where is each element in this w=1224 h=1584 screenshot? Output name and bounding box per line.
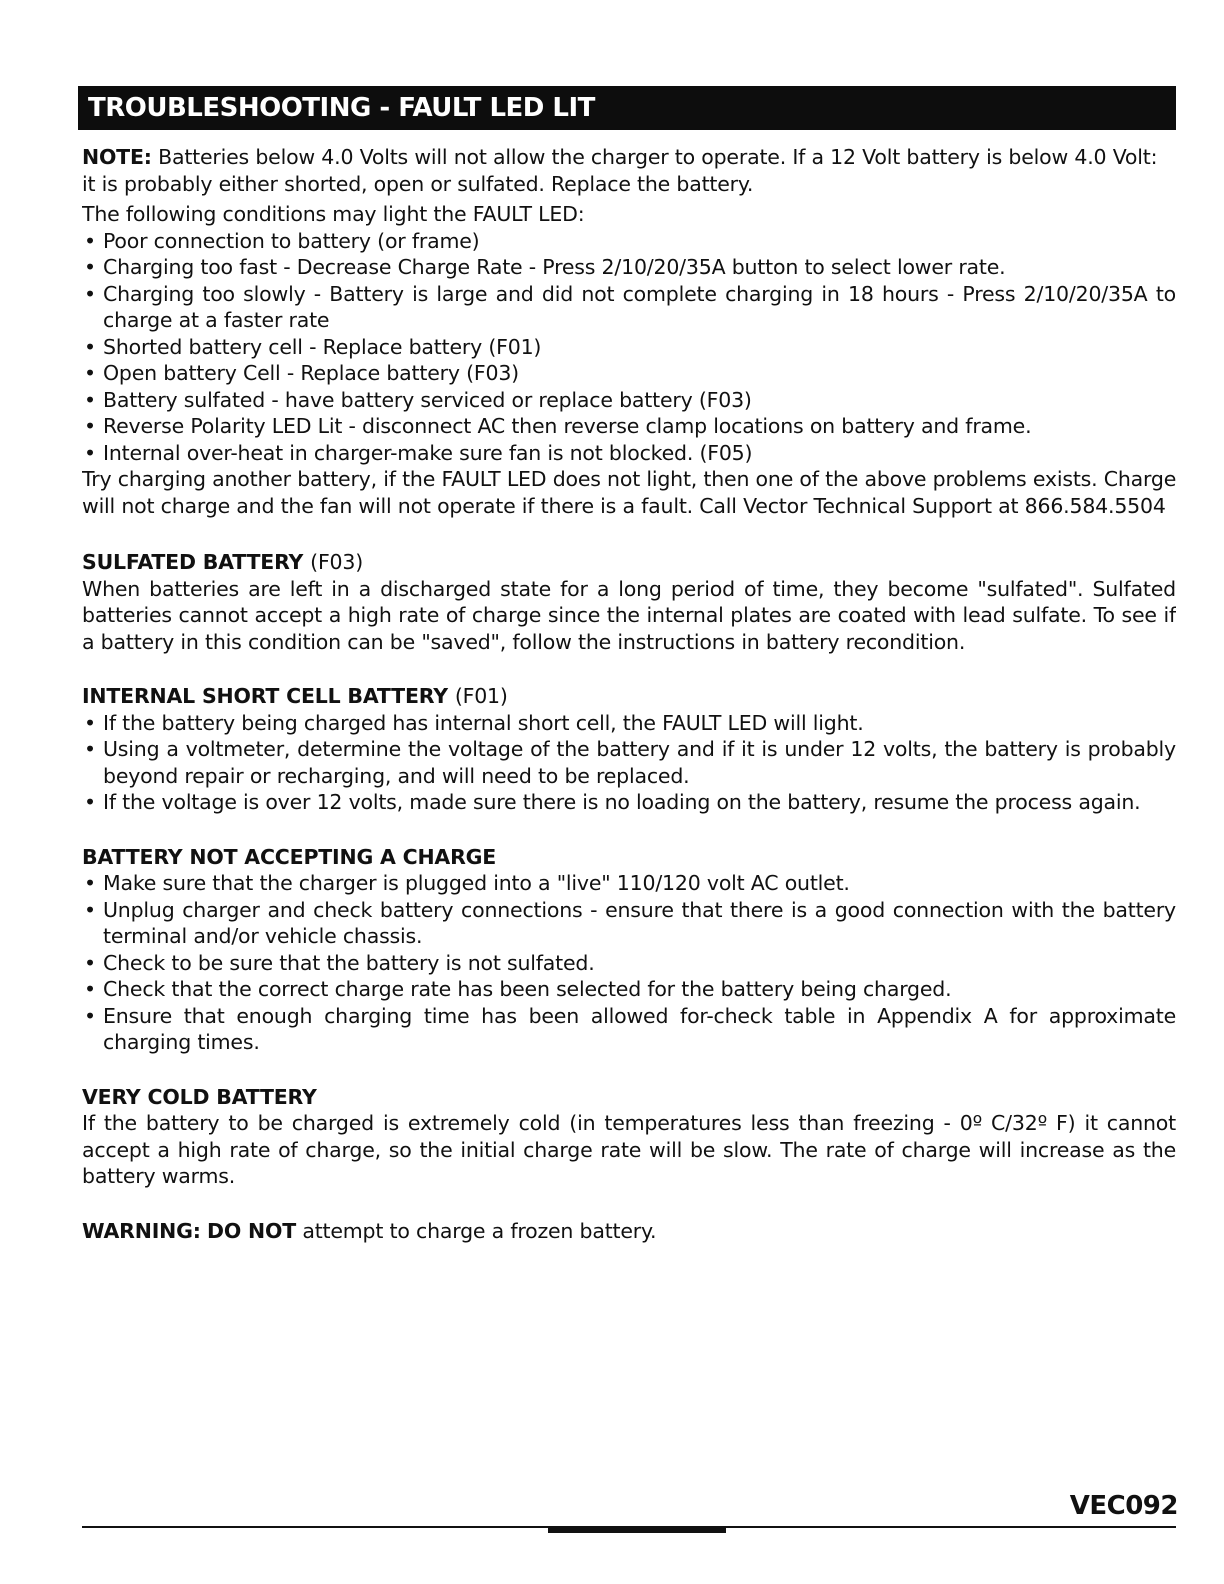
not-accepting-list [82,870,1176,1056]
cold-body: If the battery to be charged is extremely cold (in temperatures less than freezing - 0º C/32º F) it cannot accept a high rate of charge, so the initial charge rate will be slow. The rate of charge will increase as the battery warms. [82,1111,1176,1188]
list-item: • If the voltage is over 12 volts, made sure there is no loading on the battery, resume the process again. [82,789,1176,816]
list-item: • Charging too slowly - Battery is large and did not complete charging in 18 hours - Press 2/10/20/35A to charge at a faster rate [82,281,1176,334]
not-accepting-section [82,844,1176,1056]
note-text-1: Batteries below 4.0 Volts will not allow the charger to operate. If a 12 Volt battery is below 4.0 Volt: [158,145,1158,169]
page-content [82,144,1176,1284]
list-item: • Reverse Polarity LED Lit - disconnect AC then reverse clamp locations on battery and frame. [82,413,1176,440]
closing-line-2: will not charge and the fan will not operate if there is a fault. Call Vector Technical Support at 866.584.5504 [82,493,1166,518]
list-item: • Internal over-heat in charger-make sure fan is not blocked. (F05) [82,440,1176,467]
warning-section [82,1218,1176,1245]
fault-conditions-list [82,228,1176,467]
list-item: • Open battery Cell - Replace battery (F03) [82,360,1176,387]
sulfated-heading: SULFATED BATTERY [82,550,304,574]
list-item: • If the battery being charged has internal short cell, the FAULT LED will light. [82,710,1176,737]
cold-heading: VERY COLD BATTERY [82,1084,317,1109]
list-item: • Using a voltmeter, determine the voltage of the battery and if it is under 12 volts, the battery is probably beyond repair or recharging, and will need to be replaced. [82,736,1176,789]
fault-code: (F03) [310,550,364,574]
note-label: NOTE: [82,145,152,169]
short-cell-heading: INTERNAL SHORT CELL BATTERY [82,684,448,708]
document-code: VEC092 [1069,1491,1178,1521]
warning-label: WARNING: [82,1218,201,1243]
cold-section [82,1084,1176,1190]
list-item: • Unplug charger and check battery connections - ensure that there is a good connection with the battery terminal and/or vehicle chassis. [82,897,1176,950]
sulfated-section [82,549,1176,655]
list-item: • Shorted battery cell - Replace battery (F01) [82,334,1176,361]
footer-page-tab [548,1526,726,1533]
not-accepting-heading: BATTERY NOT ACCEPTING A CHARGE [82,844,497,869]
section-heading [82,683,1176,710]
section-header: TROUBLESHOOTING - FAULT LED LIT [78,86,1176,130]
list-item: • Battery sulfated - have battery serviced or replace battery (F03) [82,387,1176,414]
warning-text: attempt to charge a frozen battery. [302,1218,657,1243]
list-item: • Ensure that enough charging time has been allowed for-check table in Appendix A for approximate charging times. [82,1003,1176,1056]
warning-line [82,1218,1176,1245]
fault-code: (F01) [454,684,508,708]
warning-emphasis: DO NOT [207,1218,296,1243]
list-item: • Poor connection to battery (or frame) [82,228,1176,255]
note-line-1 [82,144,1176,171]
closing-line-1: Try charging another battery, if the FAULT LED does not light, then one of the above problems exists. Charge [82,467,1176,491]
conditions-lead: The following conditions may light the FAULT LED: [82,202,585,226]
note-line-2: it is probably either shorted, open or sulfated. Replace the battery. [82,171,754,196]
short-cell-list [82,710,1176,816]
short-cell-section [82,683,1176,816]
section-heading [82,549,1176,576]
list-item: • Check to be sure that the battery is not sulfated. [82,950,1176,977]
list-item: • Charging too fast - Decrease Charge Rate - Press 2/10/20/35A button to select lower rate. [82,254,1176,281]
sulfated-body: When batteries are left in a discharged state for a long period of time, they become "sulfated". Sulfated batteries cannot accept a high rate of charge since the internal plates are coated with lead sulfate. To see if a battery in this condition can be "saved", follow the instructions in battery recondition. [82,576,1176,654]
list-item: • Check that the correct charge rate has been selected for the battery being charged. [82,976,1176,1003]
list-item: • Make sure that the charger is plugged into a "live" 110/120 volt AC outlet. [82,870,1176,897]
